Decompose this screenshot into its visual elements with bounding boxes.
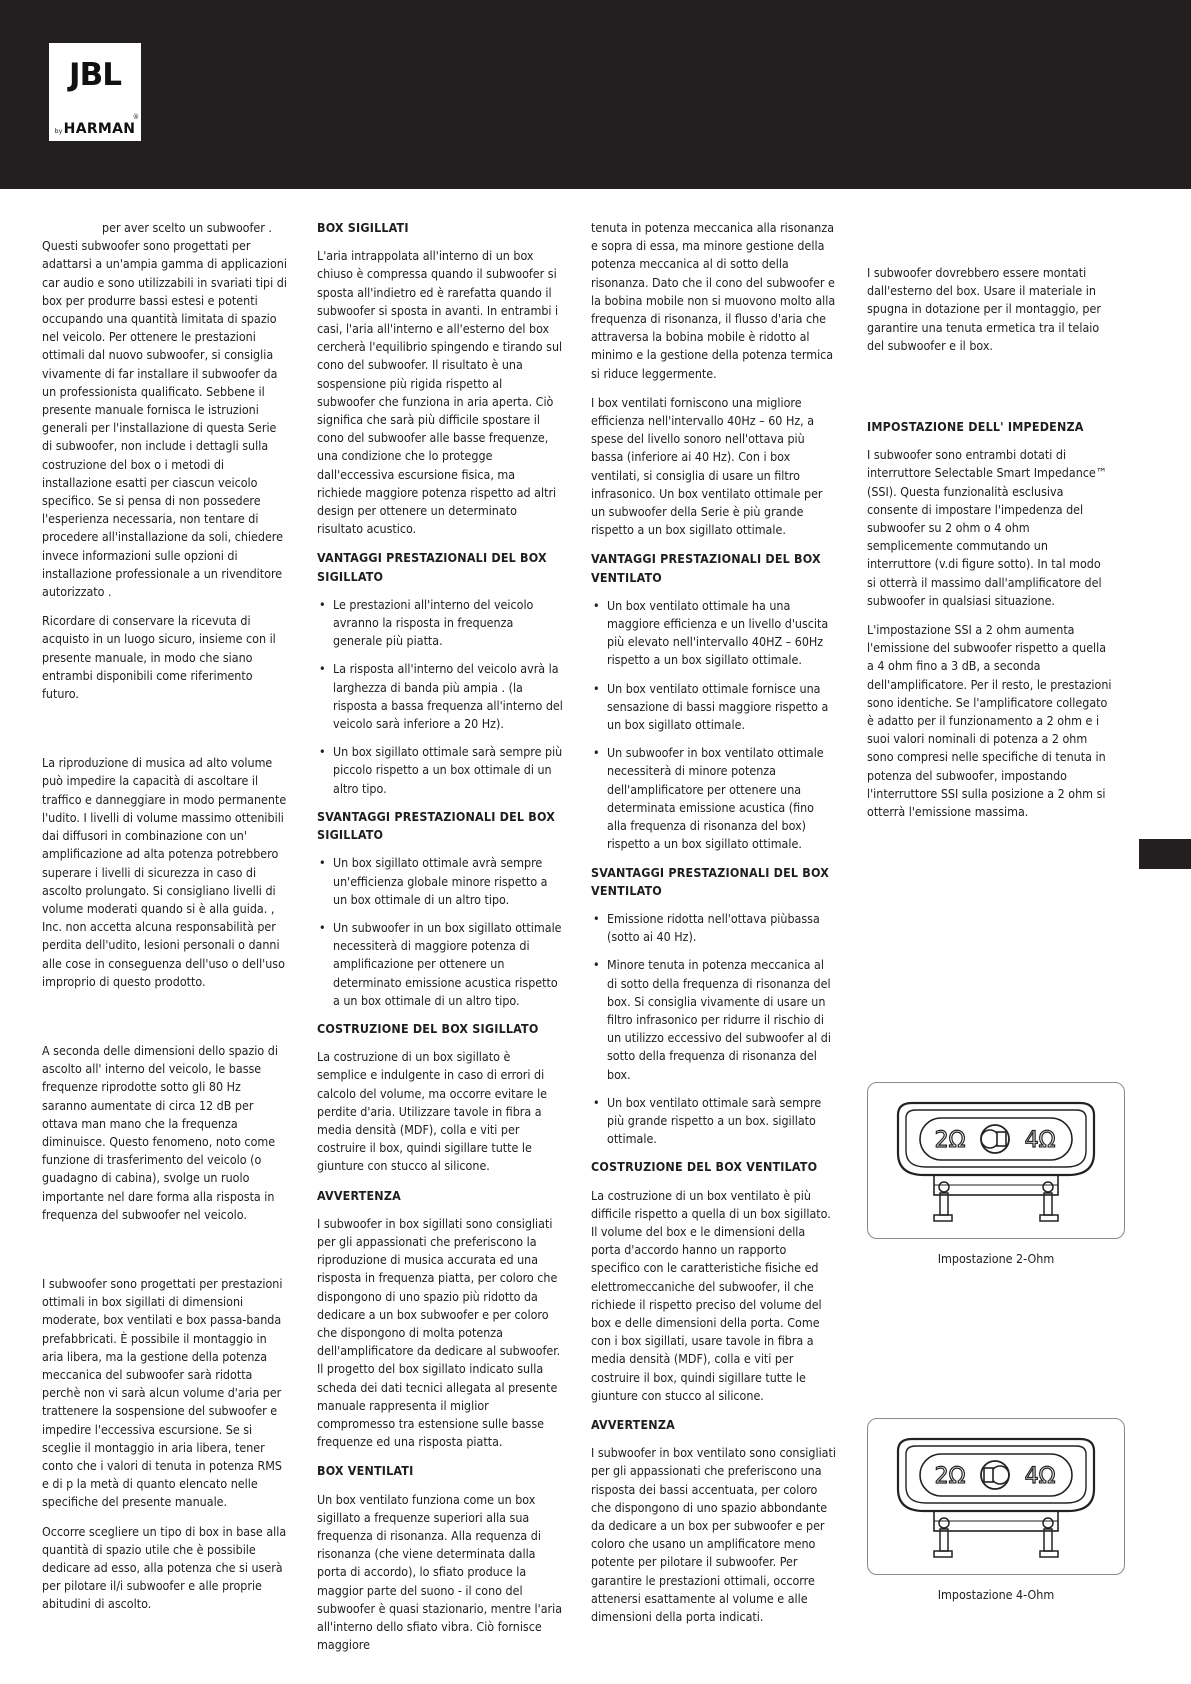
label-2-ohm: 2Ω xyxy=(934,1464,966,1489)
vented-advantages-list xyxy=(591,597,837,854)
logo-text: JBL xyxy=(69,57,121,93)
heading-sealed-warning: AVVERTENZA xyxy=(317,1187,401,1203)
heading-sealed-disadvantages: SVANTAGGI PRESTAZIONALI DEL BOX SIGILLATO xyxy=(317,808,555,843)
jbl-harman-logo xyxy=(49,43,141,141)
heading-vented-boxes: BOX VENTILATI xyxy=(317,1463,414,1479)
header-bar xyxy=(0,0,1191,189)
list-item: • Un box sigillato ottimale avrà sempre un'efficienza globale minore rispetto a un box ottimale di un altro tipo. xyxy=(317,854,563,909)
figure-caption-4-ohm: Impostazione 4-Ohm xyxy=(937,1587,1055,1602)
box-choice-paragraph: Occorre scegliere un tipo di box in base alla quantità di spazio utile che è possibile dedicare ad esso, alla potenza che si userà per pilotare il/i subwoofer e alle proprie abitudini di ascolto. xyxy=(42,1523,287,1612)
list-item: • Un box ventilato ottimale fornisce una sensazione di bassi maggiore rispetto a un box sigillato ottimale. xyxy=(591,680,837,735)
column-3 xyxy=(591,219,837,1637)
sealed-warning-paragraph: I subwoofer in box sigillati sono consigliati per gli appassionati che preferiscono la riproduzione di musica accurata ed una risposta in frequenza piatta, per coloro che dispongono di uno spazio più ridotto da dedicare a un box subwoofer e per coloro che dispongono di molta potenza dell'amplificatore da dedicare al subwoofer. Il progetto del box sigillato indicato sulla scheda dei dati tecnici allegata al presente manuale rappresenta il miglior compromesso tra estensione sulle basse frequenze ed una risposta piatta. xyxy=(317,1215,561,1450)
vented-warning-paragraph: I subwoofer in box ventilato sono consigliati per gli appassionati che preferiscono una risposta dei bassi accentuata, per coloro che dispongono di uno spazio abbondante da dedicare a un box per subwoofer e per coloro che usano un amplificatore meno potente per pilotare il subwoofer. Per garantire le prestazioni ottimali, occorre attenersi esattamente al volume e alle dimensioni della porta indicati. xyxy=(591,1445,836,1625)
heading-vented-advantages: VANTAGGI PRESTAZIONALI DEL BOX VENTILATO xyxy=(591,551,821,585)
label-4-ohm: 4Ω xyxy=(1024,1128,1056,1153)
column-1 xyxy=(42,219,288,1625)
registered-mark: ® xyxy=(132,113,139,121)
figure-4-ohm xyxy=(867,1418,1125,1602)
figure-caption-2-ohm: Impostazione 2-Ohm xyxy=(937,1251,1055,1266)
vehicle-acoustics-paragraph: A seconda delle dimensioni dello spazio di ascolto all' interno del veicolo, le basse frequenze riprodotte sotto gli 80 Hz saranno aumentate di circa 12 dB per ottava man mano che la frequenza diminuisce. Questo fenomeno, noto come funzione di trasferimento del veicolo (o guadagno di cabina), svolge un ruolo importante nel dare forma alla risposta in frequenza del subwoofer nel veicolo. xyxy=(42,1042,278,1222)
impedance-switch-4ohm-illustration xyxy=(868,1419,1124,1574)
sealed-disadvantages-list xyxy=(317,854,563,1010)
hearing-warning-paragraph: La riproduzione di musica ad alto volume può impedire la capacità di ascoltare il traffico e danneggiare in modo permanente l'udito. I livelli di volume massimo ottenibili dai diffusori in combinazione con un' amplificazione ad alta potenza potrebbero superare i livelli di sicurezza in caso di ascolto prolungato. Si consigliano livelli di volume moderati quando si è alla guida. , Inc. non accetta alcuna responsabilità per perdita dell'udito, lesioni personali o danni alle cose in conseguenza dell'uso o dell'uso improprio di questo prodotto. xyxy=(42,755,287,989)
list-item: • Le prestazioni all'interno del veicolo avranno la risposta in frequenza generale più piatta. xyxy=(317,596,563,651)
receipt-paragraph: Ricordare di conservare la ricevuta di acquisto in un luogo sicuro, insieme con il presente manuale, in modo che siano entrambi disponibili come riferimento futuro. xyxy=(42,613,276,702)
heading-vented-disadvantages: SVANTAGGI PRESTAZIONALI DEL BOX VENTILATO xyxy=(591,864,829,898)
heading-impedance: IMPOSTAZIONE DELL' IMPEDENZA xyxy=(867,419,1084,435)
heading-vented-construction: COSTRUZIONE DEL BOX VENTILATO xyxy=(591,1159,818,1175)
heading-sealed-boxes: BOX SIGILLATI xyxy=(317,220,409,235)
vented-construction-paragraph: La costruzione di un box ventilato è più difficile rispetto a quella di un box sigillato. Il volume del box e le dimensioni della porta d'accordo hanno un rapporto specifico con le caratteristiche fisiche ed elettromeccaniche del subwoofer, il che richiede il rispetto preciso del volume del box e delle dimensioni della porta. Come con i box sigillati, usare tavole in fibra a media densità (MDF), colla e viti per costruire il box, quindi sigillare tutte le giunture con stucco al silicone. xyxy=(591,1187,831,1403)
list-item: • Un box ventilato ottimale sarà sempre più grande rispetto a un box. sigillato ottimale. xyxy=(591,1094,837,1149)
page-side-tab xyxy=(1139,839,1191,869)
column-2 xyxy=(317,219,563,1665)
vented-box-paragraph: Un box ventilato funziona come un box sigillato a frequenze superiori alla sua frequenza di risonanza. Alla requenza di risonanza (che viene determinata dalla porta di accordo), lo sfiato produce la maggior parte del suono - il cono del subwoofer è quasi stazionario, mentre l'aria all'interno dello sfiato vibra. Ciò fornisce maggiore xyxy=(317,1491,563,1653)
ssi-2ohm-paragraph: L'impostazione SSI a 2 ohm aumenta l'emissione del subwoofer rispetto a quella a 4 ohm fino a 3 dB, a seconda dell'amplificatore. Per il resto, le prestazioni sono identiche. Se l'amplificatore collegato è adatto per il funzionamento a 2 ohm e i suoi valori nominali di potenza a 2 ohm sono compresi nelle specifiche di tenuta in potenza del subwoofer, impostando l'interruttore SSI sulla posizione a 2 ohm si otterrà l'emissione massima. xyxy=(867,622,1112,820)
sealed-box-paragraph: L'aria intrappolata all'interno di un box chiuso è compressa quando il subwoofer si sposta all'indietro ed è rarefatta quando il subwoofer si sposta in avanti. In entrambi i casi, l'aria all'interno e all'esterno del box cercherà l'equilibrio spingendo e tirando sul cono del subwoofer. Il risultato è una sospensione più rigida rispetto al subwoofer che funziona in aria aperta. Ciò significa che sarà più difficile spostare il cono del subwoofer alle basse frequenze, una condizione che lo protegge dall'eccessiva escursione fisica, ma richiede maggiore potenza rispetto ad altri design per ottenere un determinato risultato acustico. xyxy=(317,248,563,537)
sealed-construction-paragraph: La costruzione di un box sigillato è semplice e indulgente in caso di errori di calcolo del volume, ma occorre evitare le perdite d'aria. Utilizzare tavole in fibra a media densità (MDF), colla e viti per costruire il box, quindi sigillare tutte le giunture con stucco al silicone. xyxy=(317,1049,548,1174)
list-item: • Un box ventilato ottimale ha una maggiore efficienza e un livello d'uscita più elevato nell'intervallo 40HZ – 60Hz rispetto a un box sigillato ottimale. xyxy=(591,597,837,670)
list-item: • Un subwoofer in box ventilato ottimale necessiterà di minore potenza dell'amplificatore per ottenere una determinata emissione acustica (fino alla frequenza di risonanza del box) rispetto a un box sigillato ottimale. xyxy=(591,744,837,853)
heading-sealed-construction: COSTRUZIONE DEL BOX SIGILLATO xyxy=(317,1020,539,1036)
enclosure-types-paragraph: I subwoofer sono progettati per prestazioni ottimali in box sigillati di dimensioni moderate, box ventilati e box passa-banda prefabbricati. È possibile il montaggio in aria libera, ma la gestione della potenza meccanica del subwoofer sarà ridotta perchè non vi sarà alcun volume d'aria per trattenere la sospensione del subwoofer e impedire l'eccessiva escursione. Se si sceglie il montaggio in aria libera, tener conto che i valori di tenuta in potenza RMS e di p la metà di quanto elencato nelle specifiche del presente manuale. xyxy=(42,1275,283,1510)
label-4-ohm: 4Ω xyxy=(1024,1464,1056,1489)
list-item: • La risposta all'interno del veicolo avrà la larghezza di banda più ampia . (la risposta a bassa frequenza all'interno del veicolo sarà inferiore a 20 Hz). xyxy=(317,660,563,733)
column-4 xyxy=(867,264,1113,832)
vented-efficiency-paragraph: I box ventilati forniscono una migliore efficienza nell'intervallo 40Hz – 60 Hz, a spese del livello sonoro nell'ottava più bassa (inferiore ai 40 Hz). Con i box ventilati, si consiglia di usare un filtro infrasonico. Un box ventilato ottimale per un subwoofer della Serie è più grande rispetto a un box sigillato ottimale. xyxy=(591,394,823,538)
label-2-ohm: 2Ω xyxy=(934,1128,966,1153)
list-item: • Minore tenuta in potenza meccanica al di sotto della frequenza di risonanza del box. Si consiglia vivamente di usare un filtro infrasonico per ridurre il rischio di un utilizzo eccessivo del subwoofer al di sotto della frequenza di risonanza del box. xyxy=(591,956,837,1083)
vented-disadvantages-list xyxy=(591,910,837,1148)
figure-2-ohm xyxy=(867,1082,1125,1266)
heading-vented-warning: AVVERTENZA xyxy=(591,1416,675,1432)
ssi-paragraph: I subwoofer sono entrambi dotati di interruttore Selectable Smart Impedance™ (SSI). Questa funzionalità esclusiva consente di impostare l'impedenza del subwoofer su 2 ohm o 4 ohm semplicemente commutando un interruttore (v.di figure sotto). In tal modo si otterrà il massimo dall'amplificatore del subwoofer in qualsiasi situazione. xyxy=(867,447,1107,608)
figure-frame xyxy=(867,1082,1125,1239)
list-item: • Un subwoofer in un box sigillato ottimale necessiterà di maggiore potenza di amplificazione per ottenere un determinato emissione acustica rispetto a un box ottimale di un altro tipo. xyxy=(317,919,563,1010)
impedance-switch-2ohm-illustration xyxy=(868,1083,1124,1238)
vented-continued-paragraph: tenuta in potenza meccanica alla risonanza e sopra di essa, ma minore gestione della potenza meccanica al di sotto della risonanza. Dato che il cono del subwoofer e la bobina mobile non si muovono molto alla frequenza di risonanza, il flusso d'aria che attraversa la bobina mobile è ridotto al minimo e la gestione della potenza termica si riduce leggermente. xyxy=(591,220,836,381)
mounting-paragraph: I subwoofer dovrebbero essere montati dall'esterno del box. Usare il materiale in spugna in dotazione per il montaggio, per garantire una tenuta ermetica tra il telaio del subwoofer e il box. xyxy=(867,265,1101,353)
heading-sealed-advantages: VANTAGGI PRESTAZIONALI DEL BOX SIGILLATO xyxy=(317,550,547,584)
list-item: • Un box sigillato ottimale sarà sempre più piccolo rispetto a un box ottimale di un altro tipo. xyxy=(317,743,563,798)
sealed-advantages-list xyxy=(317,596,563,798)
intro-paragraph: per aver scelto un subwoofer . Questi subwoofer sono progettati per adattarsi a un'ampia gamma di applicazioni car audio e sono utilizzabili in svariati tipi di box per produrre bassi estesi e potenti occupando una quantità limitata di spazio nel veicolo. Per ottenere le prestazioni ottimali dal nuovo subwoofer, si consiglia vivamente di far installare il subwoofer da un professionista qualificato. Sebbene il presente manuale fornisca le istruzioni generali per l'installazione di questa Serie di subwoofer, non include i dettagli sulla costruzione del box o i metodi di installazione esatti per ciascun veicolo specifico. Se si pensa di non possedere l'esperienza necessaria, non tentare di procedere all'installazione da soli, chiedere invece informazioni sulle opzioni di installazione professionale a un rivenditore autorizzato . xyxy=(42,220,287,600)
logo-subtext: byHARMAN xyxy=(54,121,136,137)
figure-frame xyxy=(867,1418,1125,1575)
list-item: • Emissione ridotta nell'ottava piùbassa (sotto ai 40 Hz). xyxy=(591,910,837,946)
